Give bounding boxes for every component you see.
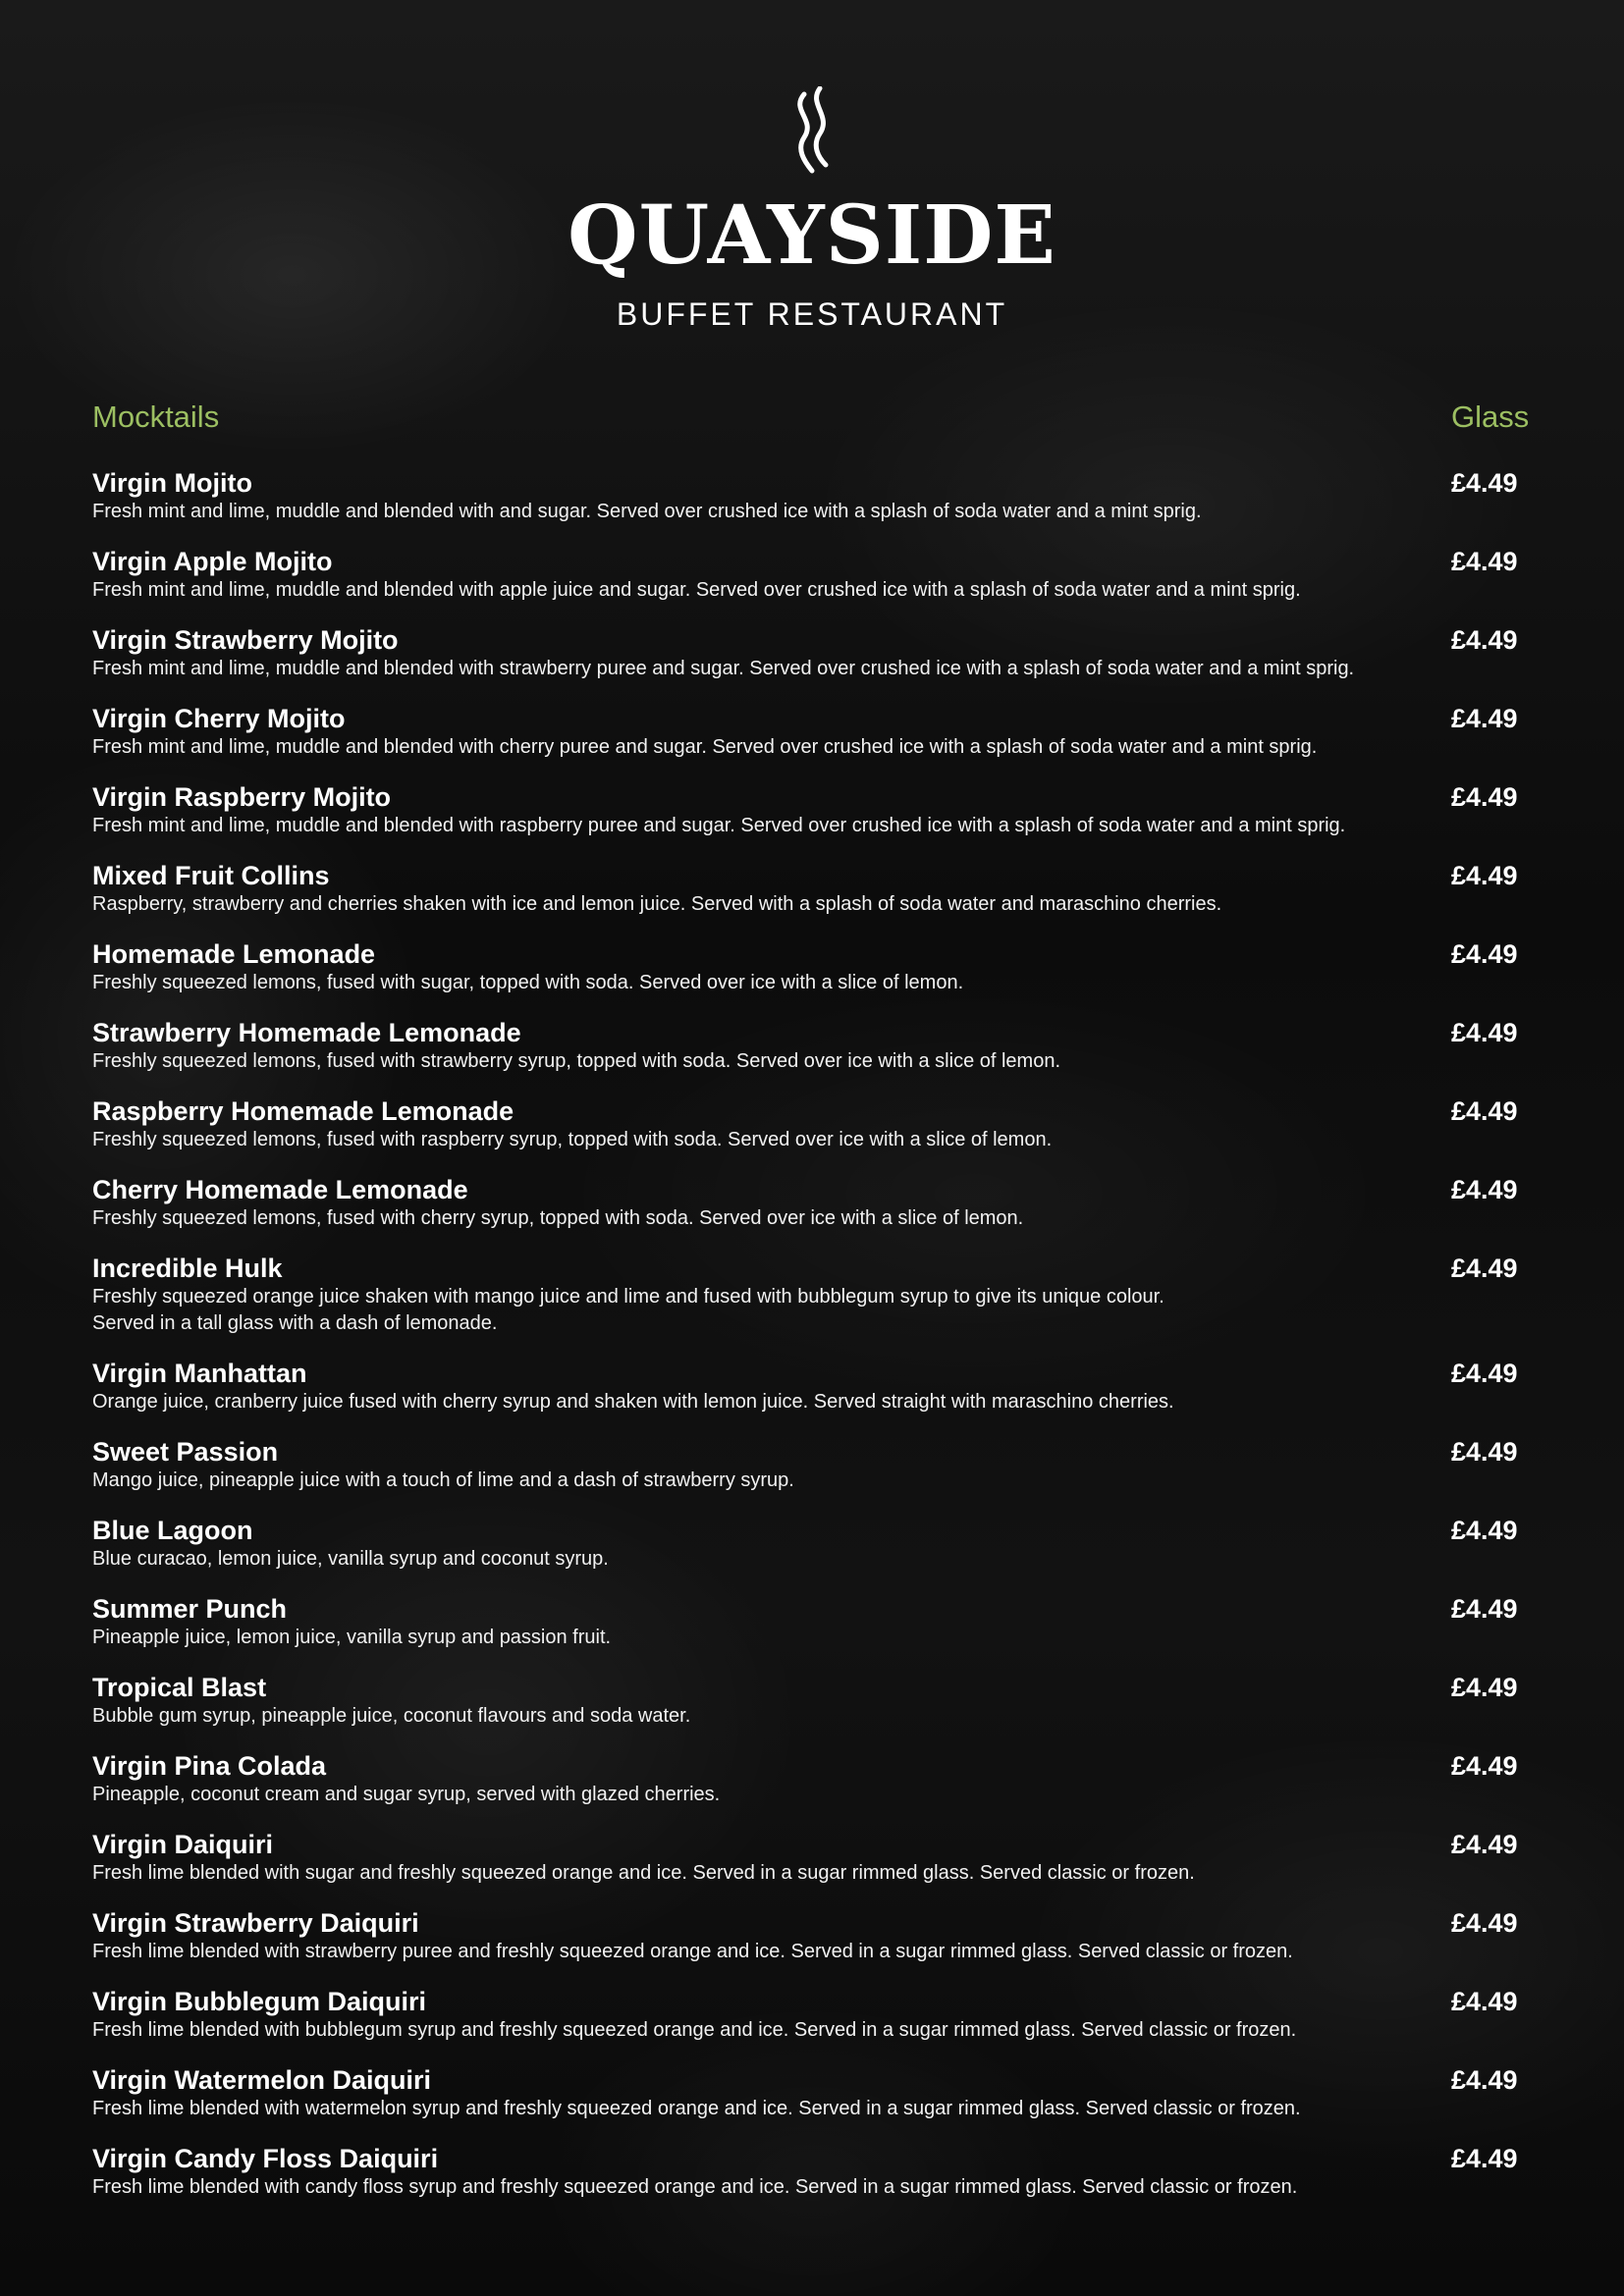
item-price: £4.49 <box>1451 1437 1518 1467</box>
item-name: Homemade Lemonade <box>92 939 376 969</box>
item-price: £4.49 <box>1451 547 1518 576</box>
item-price: £4.49 <box>1451 468 1518 498</box>
item-description: Fresh mint and lime, muddle and blended with and sugar. Served over crushed ice with a splash of soda water and a mint sprig. <box>92 501 1202 522</box>
menu-item <box>92 622 1532 701</box>
steam-icon <box>783 86 841 185</box>
section-title: Mocktails <box>92 400 220 434</box>
item-price: £4.49 <box>1451 861 1518 890</box>
item-price: £4.49 <box>1451 1175 1518 1204</box>
item-price: £4.49 <box>1451 2065 1518 2095</box>
menu-item <box>92 465 1532 544</box>
item-name: Virgin Mojito <box>92 468 252 498</box>
item-description: Freshly squeezed lemons, fused with sugar, topped with soda. Served over ice with a slice of lemon. <box>92 972 964 993</box>
item-price: £4.49 <box>1451 1018 1518 1047</box>
item-price: £4.49 <box>1451 1830 1518 1859</box>
item-description: Pineapple, coconut cream and sugar syrup, served with glazed cherries. <box>92 1784 721 1805</box>
brand-name: QUAYSIDE <box>568 188 1056 283</box>
item-name: Virgin Strawberry Daiquiri <box>92 1908 419 1938</box>
item-description <box>92 1284 1467 1337</box>
price-column-title: Glass <box>1451 400 1530 434</box>
item-name: Virgin Daiquiri <box>92 1830 274 1859</box>
item-name: Sweet Passion <box>92 1437 279 1467</box>
menu-item <box>92 1670 1532 1748</box>
item-price: £4.49 <box>1451 1908 1518 1938</box>
item-name: Virgin Apple Mojito <box>92 547 333 576</box>
item-price: £4.49 <box>1451 1254 1518 1283</box>
item-name: Strawberry Homemade Lemonade <box>92 1018 521 1047</box>
item-description: Blue curacao, lemon juice, vanilla syrup and coconut syrup. <box>92 1548 609 1570</box>
item-name: Virgin Pina Colada <box>92 1751 327 1781</box>
item-description: Mango juice, pineapple juice with a touch of lime and a dash of strawberry syrup. <box>92 1469 794 1491</box>
item-description: Freshly squeezed lemons, fused with strawberry syrup, topped with soda. Served over ice with a slice of lemon. <box>92 1050 1061 1072</box>
item-price: £4.49 <box>1451 1987 1518 2016</box>
item-name: Virgin Bubblegum Daiquiri <box>92 1987 427 2016</box>
menu-item <box>92 779 1532 858</box>
menu-item <box>92 1094 1532 1172</box>
menu-item <box>92 1513 1532 1591</box>
menu-item <box>92 858 1532 936</box>
item-name: Cherry Homemade Lemonade <box>92 1175 468 1204</box>
item-price: £4.49 <box>1451 782 1518 812</box>
menu-item <box>92 1827 1532 1905</box>
item-price: £4.49 <box>1451 1751 1518 1781</box>
item-description: Pineapple juice, lemon juice, vanilla syrup and passion fruit. <box>92 1627 612 1648</box>
item-price: £4.49 <box>1451 704 1518 733</box>
item-description: Bubble gum syrup, pineapple juice, coconut flavours and soda water. <box>92 1705 691 1727</box>
item-description: Fresh lime blended with sugar and freshly squeezed orange and ice. Served in a sugar rimmed glass. Served classic or frozen. <box>92 1862 1195 1884</box>
menu-item <box>92 701 1532 779</box>
menu-item <box>92 1356 1532 1434</box>
item-name: Virgin Cherry Mojito <box>92 704 346 733</box>
item-description: Fresh mint and lime, muddle and blended with strawberry puree and sugar. Served over crushed ice with a splash of soda water and a mint sprig. <box>92 658 1355 679</box>
menu-item <box>92 1591 1532 1670</box>
item-description: Fresh lime blended with watermelon syrup and freshly squeezed orange and ice. Served in a sugar rimmed glass. Served classic or frozen. <box>92 2098 1301 2119</box>
item-name: Tropical Blast <box>92 1673 267 1702</box>
menu-item <box>92 544 1532 622</box>
menu-item <box>92 2141 1532 2219</box>
item-name: Summer Punch <box>92 1594 288 1624</box>
item-description: Freshly squeezed lemons, fused with raspberry syrup, topped with soda. Served over ice with a slice of lemon. <box>92 1129 1053 1150</box>
item-name: Virgin Watermelon Daiquiri <box>92 2065 432 2095</box>
menu-item <box>92 1172 1532 1251</box>
item-price: £4.49 <box>1451 625 1518 655</box>
menu-item <box>92 1015 1532 1094</box>
item-description: Fresh lime blended with candy floss syrup and freshly squeezed orange and ice. Served in a sugar rimmed glass. Served classic or frozen. <box>92 2176 1298 2198</box>
item-name: Virgin Raspberry Mojito <box>92 782 392 812</box>
item-description: Fresh lime blended with bubblegum syrup and freshly squeezed orange and ice. Served in a sugar rimmed glass. Served classic or frozen. <box>92 2019 1297 2041</box>
item-name: Virgin Manhattan <box>92 1359 307 1388</box>
item-description-line: Served in a tall glass with a dash of lemonade. <box>92 1312 498 1334</box>
menu-item <box>92 1984 1532 2062</box>
item-name: Raspberry Homemade Lemonade <box>92 1096 514 1126</box>
item-price: £4.49 <box>1451 939 1518 969</box>
menu-item <box>92 2062 1532 2141</box>
item-name: Blue Lagoon <box>92 1516 253 1545</box>
menu-item <box>92 1251 1532 1356</box>
item-price: £4.49 <box>1451 1673 1518 1702</box>
item-price: £4.49 <box>1451 2144 1518 2173</box>
menu-list <box>92 465 1532 2219</box>
item-price: £4.49 <box>1451 1096 1518 1126</box>
item-description: Fresh mint and lime, muddle and blended with apple juice and sugar. Served over crushed ice with a splash of soda water and a mint sprig. <box>92 579 1301 601</box>
item-name: Mixed Fruit Collins <box>92 861 330 890</box>
item-description: Fresh lime blended with strawberry puree and freshly squeezed orange and ice. Served in a sugar rimmed glass. Served classic or frozen. <box>92 1941 1293 1962</box>
menu-item <box>92 1748 1532 1827</box>
item-name: Virgin Candy Floss Daiquiri <box>92 2144 439 2173</box>
item-description: Fresh mint and lime, muddle and blended with raspberry puree and sugar. Served over crushed ice with a splash of soda water and a mint sprig. <box>92 815 1346 836</box>
menu-item <box>92 1434 1532 1513</box>
item-description: Raspberry, strawberry and cherries shaken with ice and lemon juice. Served with a splash of soda water and maraschino cherries. <box>92 893 1222 915</box>
menu-item <box>92 936 1532 1015</box>
item-name: Incredible Hulk <box>92 1254 283 1283</box>
item-description: Fresh mint and lime, muddle and blended with cherry puree and sugar. Served over crushed ice with a splash of soda water and a mint sprig. <box>92 736 1318 758</box>
item-name: Virgin Strawberry Mojito <box>92 625 399 655</box>
item-price: £4.49 <box>1451 1516 1518 1545</box>
item-price: £4.49 <box>1451 1594 1518 1624</box>
menu-item <box>92 1905 1532 1984</box>
item-description-line: Freshly squeezed orange juice shaken with mango juice and lime and fused with bubblegum syrup to give its unique colour. <box>92 1286 1164 1308</box>
item-description: Freshly squeezed lemons, fused with cherry syrup, topped with soda. Served over ice with a slice of lemon. <box>92 1207 1024 1229</box>
item-price: £4.49 <box>1451 1359 1518 1388</box>
item-description: Orange juice, cranberry juice fused with cherry syrup and shaken with lemon juice. Served straight with maraschino cherries. <box>92 1391 1174 1413</box>
brand-subtitle: BUFFET RESTAURANT <box>616 296 1008 332</box>
